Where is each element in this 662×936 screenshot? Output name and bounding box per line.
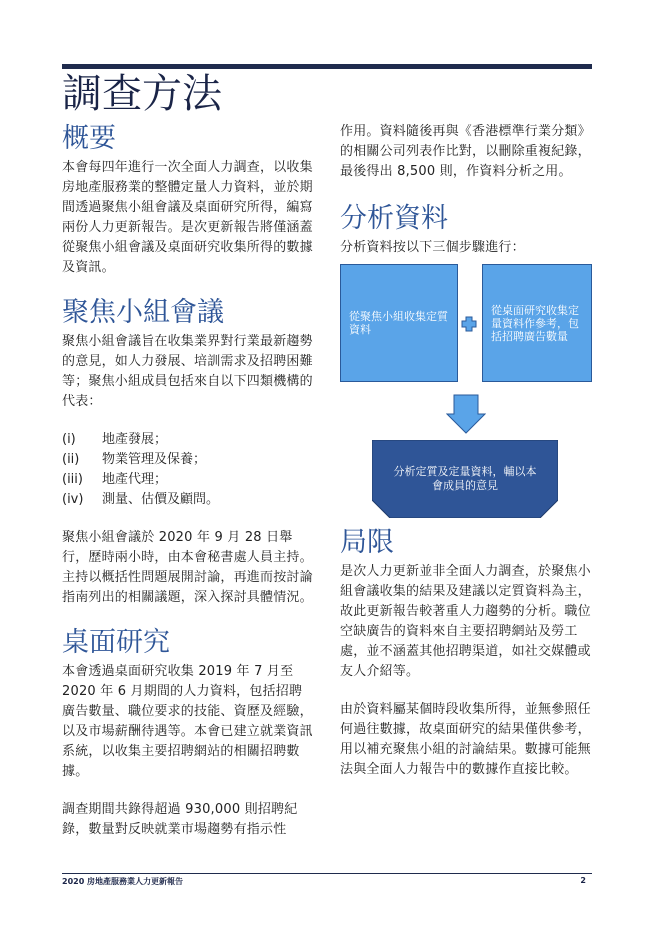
quantitative-data-label: 從桌面研究收集定量資料作參考，包括招聘廣告數量 (491, 303, 579, 343)
overview-text: 本會每四年進行一次全面人力調查，以收集房地產服務業的整體定量人力資料，並於期間透過聚焦小組會議及桌面研究所得，編寫兩份人力更新報告。是次更新報告將僅涵蓋從聚焦小組會議及桌面研究收集所得的數據及資訊。 (62, 160, 313, 275)
footer-page-number: 2 (580, 876, 586, 885)
list-item-number: (iii) (62, 472, 83, 487)
qualitative-data-box (340, 264, 458, 382)
analysis-heading: 分析資料 (340, 203, 448, 234)
list-item-number: (ii) (62, 452, 80, 467)
list-item-text: 地產發展； (102, 432, 168, 447)
left-column (62, 122, 314, 840)
list-item-number: (iv) (62, 492, 84, 507)
limitations-heading: 局限 (340, 527, 394, 558)
right-column (340, 122, 592, 780)
plus-icon (461, 316, 477, 332)
desk-research-heading: 桌面研究 (62, 627, 170, 658)
focus-group-intro: 聚焦小組會議旨在收集業界對行業最新趨勢的意見，如人力發展、培訓需求及招聘困難等；聚焦小組成員包括來自以下四類機構的代表： (62, 334, 313, 409)
combined-analysis-label: 分析定質及定量資料，輔以本會成員的意見 (393, 465, 537, 492)
desk-research-records-text: 調查期間共錄得超過 930,000 則招聘紀錄，數量對反映就業市場趨勢有指示性 (62, 802, 298, 837)
limitations-text: 是次人力更新並非全面人力調查，於聚焦小組會議收集的結果及建議以定質資料為主，故此更新報告較著重人力趨勢的分析。職位空缺廣告的資料來自主要招聘網站及勞工處，並不涵蓋其他招聘渠道，如社交媒體或友人介紹等。 (340, 564, 591, 679)
footer-report-title: 2020 房地產服務業人力更新報告 (62, 877, 184, 886)
organization-list (62, 430, 314, 510)
quantitative-data-box (482, 264, 592, 382)
list-item-number: (i) (62, 432, 76, 447)
focus-group-meeting-text: 聚焦小組會議於 2020 年 9 月 28 日舉行，歷時兩小時，由本會秘書處人員主持。主持以概括性問題展開討論，再進而按討論指南列出的相關議題，深入探討具體情況。 (62, 530, 313, 605)
list-item-text: 地產代理； (102, 472, 168, 487)
list-item (62, 450, 314, 470)
limitations-data-text: 由於資料屬某個時段收集所得，並無參照任何過往數據，故桌面研究的結果僅供參考，用以補充聚焦小組的討論結果。數據可能無法與全面人力報告中的數據作直接比較。 (340, 702, 591, 777)
analysis-intro: 分析資料按以下三個步驟進行： (340, 240, 525, 255)
arrow-down-icon (446, 394, 486, 434)
list-item (62, 490, 314, 510)
list-item-text: 測量、估價及顧問。 (102, 492, 220, 507)
footer-rule (62, 873, 592, 874)
list-item (62, 470, 314, 490)
analysis-flow-diagram (340, 264, 592, 526)
top-rule (62, 64, 592, 69)
desk-research-text: 本會透過桌面研究收集 2019 年 7 月至 2020 年 6 月期間的人力資料，包括招聘廣告數量、職位要求的技能、資歷及經驗，以及市場薪酬待遇等。本會已建立就業資訊系統，以收集主要招聘網站的相關招聘數據。 (62, 664, 313, 779)
list-item-text: 物業管理及保養； (102, 452, 207, 467)
overview-heading: 概要 (62, 123, 116, 154)
qualitative-data-label: 從聚焦小組收集定質資料 (349, 310, 448, 336)
focus-group-heading: 聚焦小組會議 (62, 297, 224, 328)
list-item (62, 430, 314, 450)
desk-research-continued-text: 作用。資料隨後再與《香港標準行業分類》的相關公司列表作比對，以刪除重複紀錄，最後得出 8,500 則，作資料分析之用。 (340, 124, 591, 179)
page-title: 調查方法 (62, 71, 222, 117)
